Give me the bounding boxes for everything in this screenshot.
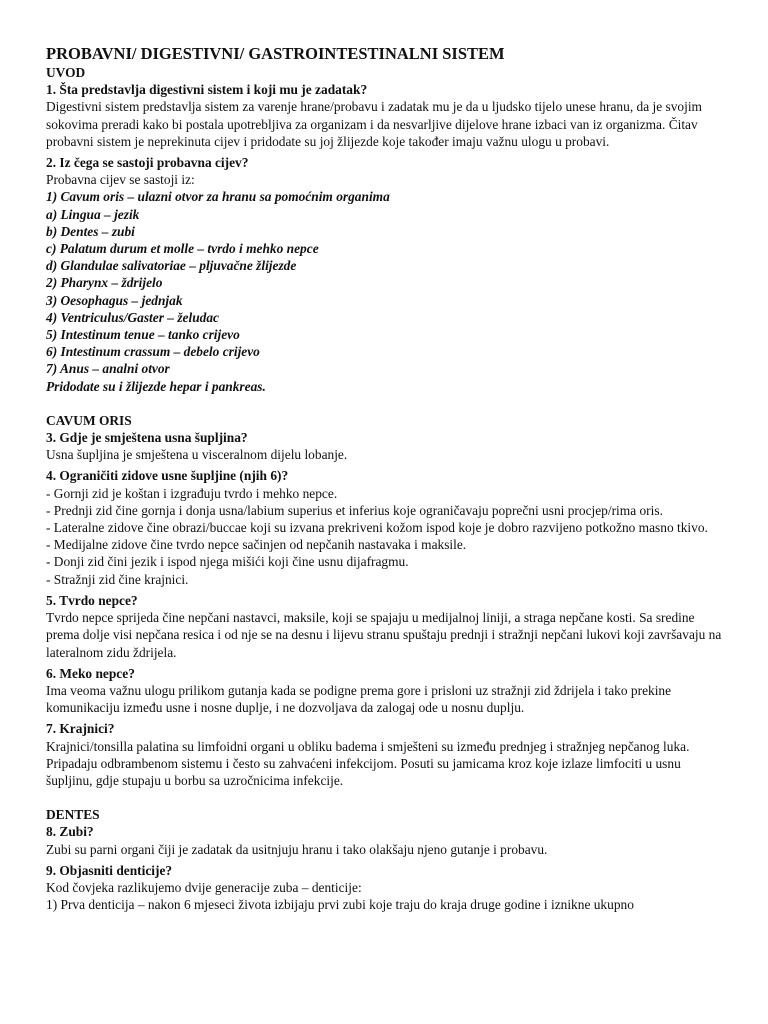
list-item: - Stražnji zid čine krajnici. — [46, 571, 189, 587]
list-item: 4) Ventriculus/Gaster – želudac — [46, 309, 219, 325]
answer-5: Tvrdo nepce sprijeda čine nepčani nastavci, maksile, koji se spajaju u medijalnoj liniji, a straga nepčane kosti. Sa sredine prema dolje visi nepčana resica i od nje se na desnu i lijevu stranu spuštaju prednji i stražnji nepčani lukovi koji završavaju na lateralnom zidu ždrijela. — [46, 610, 722, 660]
list-item: c) Palatum durum et molle – tvrdo i mehko nepce — [46, 241, 319, 257]
list-item: 5) Intestinum tenue – tanko crijevo — [46, 327, 240, 343]
list-item: 7) Anus – analni otvor — [46, 361, 170, 377]
question-9: 9. Objasniti denticije? — [46, 862, 173, 878]
list-item: 3) Oesophagus – jednjak — [46, 292, 183, 308]
question-6: 6. Meko nepce? — [46, 665, 135, 681]
list-item: 1) Cavum oris – ulazni otvor za hranu sa pomoćnim organima — [46, 189, 390, 205]
question-7: 7. Krajnici? — [46, 721, 115, 737]
answer-1: Digestivni sistem predstavlja sistem za varenje hrane/probavu i zadatak mu je da u ljudsko tijelo unese hranu, da je svojim sokovima preradi kako bi postala upotrebljiva za organizam i da nesvarljive dijelove hrane izbaci van iz organizma. Čitav probavni sistem je neprekinuta cijev i pridodate su joj žlijezde koje također imaju važnu ulogu u probavi. — [46, 99, 702, 149]
answer-3: Usna šupljina je smještena u visceralnom dijelu lobanje. — [46, 447, 348, 463]
answer-6: Ima veoma važnu ulogu prilikom gutanja kada se podigne prema gore i prisloni uz stražnji zid ždrijela i tako prekine komunikaciju između usne i nosne duplje, i ne dozvoljava da zalogaj ode u nosnu duplju. — [46, 682, 672, 716]
question-1: 1. Šta predstavlja digestivni sistem i koji mu je zadatak? — [46, 82, 368, 98]
question-5: 5. Tvrdo nepce? — [46, 592, 138, 608]
list-item: - Gornji zid je koštan i izgrađuju tvrdo i mehko nepce. — [46, 485, 338, 501]
question-3: 3. Gdje je smještena usna šupljina? — [46, 430, 248, 446]
section-heading-dentes: DENTES — [46, 807, 100, 823]
list-item: - Lateralne zidove čine obrazi/buccae koji su izvana prekriveni kožom ispod koje je dobro razvijeno potkožno masno tkivo. — [46, 520, 708, 536]
list-item: a) Lingua – jezik — [46, 206, 140, 222]
answer-7: Krajnici/tonsilla palatina su limfoidni organi u obliku badema i smješteni su između prednjeg i stražnjeg nepčanog luka. Pripadaju odbrambenom sistemu i često su zahvaćeni infekcijom. Posuti su jamicama kroz koje izlaze limfociti u usnu šupljinu, gdje stupaju u borbu sa uzročnicima infekcije. — [46, 738, 690, 788]
list-item: d) Glandulae salivatoriae – pljuvačne žlijezde — [46, 258, 297, 274]
section-heading-uvod: UVOD — [46, 65, 86, 80]
question-4: 4. Ograničiti zidove usne šupljine (njih 6)? — [46, 468, 289, 484]
answer-2-intro: Probavna cijev se sastoji iz: — [46, 172, 195, 188]
answer-9-item-1: 1) Prva denticija – nakon 6 mjeseci života izbijaju prvi zubi koje traju do kraja druge godine i iznikne ukupno — [46, 897, 634, 913]
document-title: PROBAVNI/ DIGESTIVNI/ GASTROINTESTINALNI SISTEM — [46, 44, 505, 63]
list-item: - Medijalne zidove čine tvrdo nepce sačinjen od nepčanih nastavaka i maksile. — [46, 537, 467, 553]
list-item: b) Dentes – zubi — [46, 223, 135, 239]
list-item: 2) Pharynx – ždrijelo — [46, 275, 163, 291]
section-heading-cavum-oris: CAVUM ORIS — [46, 412, 132, 428]
list-item: 6) Intestinum crassum – debelo crijevo — [46, 344, 260, 360]
question-2: 2. Iz čega se sastoji probavna cijev? — [46, 155, 249, 171]
answer-9-intro: Kod čovjeka razlikujemo dvije generacije zuba – denticije: — [46, 879, 362, 895]
list-item: Pridodate su i žlijezde hepar i pankreas. — [46, 378, 266, 394]
answer-8: Zubi su parni organi čiji je zadatak da usitnjuju hranu i tako olakšaju njeno gutanje i probavu. — [46, 841, 548, 857]
question-8: 8. Zubi? — [46, 824, 94, 840]
list-item: - Donji zid čini jezik i ispod njega mišići koji čine usnu dijafragmu. — [46, 554, 409, 570]
list-item: - Prednji zid čine gornja i donja usna/labium superius et inferius koje ograničavaju poprečni usni procjep/rima oris. — [46, 502, 663, 518]
